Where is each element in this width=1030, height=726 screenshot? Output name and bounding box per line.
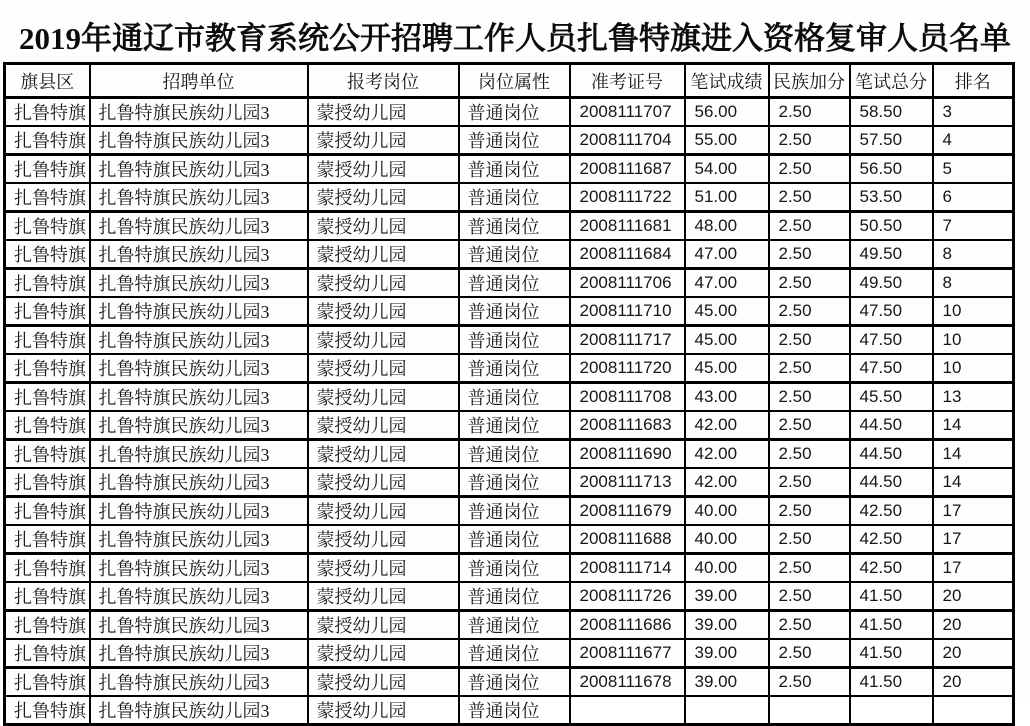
- cell: 44.50: [850, 411, 933, 440]
- cell: 扎鲁特旗: [5, 668, 90, 697]
- cell: 扎鲁特旗民族幼儿园3: [90, 468, 308, 497]
- cell: 普通岗位: [459, 183, 570, 212]
- cell: 扎鲁特旗: [5, 240, 90, 269]
- column-header: 笔试总分: [850, 64, 933, 98]
- table-row: [5, 354, 1014, 383]
- cell: 40.00: [685, 525, 769, 554]
- cell: 2008111722: [570, 183, 685, 212]
- cell: 39.00: [685, 639, 769, 668]
- cell: 45.00: [685, 326, 769, 355]
- cell: 扎鲁特旗民族幼儿园3: [90, 240, 308, 269]
- cell: 蒙授幼儿园: [308, 497, 459, 526]
- cell: 2.50: [769, 354, 850, 383]
- table-row: [5, 240, 1014, 269]
- table-body: [5, 98, 1014, 725]
- cell: 2008111706: [570, 269, 685, 298]
- cell: 扎鲁特旗民族幼儿园3: [90, 611, 308, 640]
- cell: 44.50: [850, 468, 933, 497]
- cell: 蒙授幼儿园: [308, 354, 459, 383]
- cell: 17: [933, 554, 1014, 583]
- cell: 43.00: [685, 383, 769, 412]
- cell: 10: [933, 297, 1014, 326]
- cell: 42.00: [685, 468, 769, 497]
- cell: 2008111707: [570, 98, 685, 127]
- cell: 2008111714: [570, 554, 685, 583]
- cell: 17: [933, 525, 1014, 554]
- cell: 扎鲁特旗: [5, 383, 90, 412]
- cell: 普通岗位: [459, 269, 570, 298]
- cell: 普通岗位: [459, 240, 570, 269]
- cell: 53.50: [850, 183, 933, 212]
- cell: 2008111720: [570, 354, 685, 383]
- table-row: [5, 468, 1014, 497]
- table-header-row: [5, 64, 1014, 98]
- table-row: [5, 525, 1014, 554]
- cell: 扎鲁特旗: [5, 269, 90, 298]
- cell: 2.50: [769, 155, 850, 184]
- cell: [933, 696, 1014, 725]
- cell: [570, 696, 685, 725]
- cell: 51.00: [685, 183, 769, 212]
- cell: 2008111679: [570, 497, 685, 526]
- page-title: 2019年通辽市教育系统公开招聘工作人员扎鲁特旗进入资格复审人员名单: [19, 21, 1011, 56]
- cell: 40.00: [685, 554, 769, 583]
- cell: 2.50: [769, 668, 850, 697]
- cell: 4: [933, 126, 1014, 155]
- cell: 45.50: [850, 383, 933, 412]
- cell: 蒙授幼儿园: [308, 269, 459, 298]
- column-header: 招聘单位: [90, 64, 308, 98]
- cell: 普通岗位: [459, 468, 570, 497]
- cell: 10: [933, 326, 1014, 355]
- cell: 39.00: [685, 582, 769, 611]
- cell: 42.00: [685, 440, 769, 469]
- cell: 普通岗位: [459, 126, 570, 155]
- cell: 49.50: [850, 240, 933, 269]
- cell: 39.00: [685, 668, 769, 697]
- table-row: [5, 554, 1014, 583]
- cell: 2.50: [769, 554, 850, 583]
- cell: 扎鲁特旗民族幼儿园3: [90, 98, 308, 127]
- cell: 蒙授幼儿园: [308, 554, 459, 583]
- table-row: [5, 269, 1014, 298]
- cell: [850, 696, 933, 725]
- cell: 扎鲁特旗: [5, 468, 90, 497]
- cell: 扎鲁特旗民族幼儿园3: [90, 525, 308, 554]
- table-row: [5, 297, 1014, 326]
- cell: 扎鲁特旗民族幼儿园3: [90, 440, 308, 469]
- cell: 蒙授幼儿园: [308, 440, 459, 469]
- cell: 8: [933, 240, 1014, 269]
- cell: 47.00: [685, 240, 769, 269]
- cell: 47.00: [685, 269, 769, 298]
- cell: 扎鲁特旗: [5, 155, 90, 184]
- cell: 48.00: [685, 212, 769, 241]
- cell: 普通岗位: [459, 582, 570, 611]
- table-row: [5, 383, 1014, 412]
- cell: 扎鲁特旗: [5, 554, 90, 583]
- cell: 蒙授幼儿园: [308, 411, 459, 440]
- cell: 扎鲁特旗民族幼儿园3: [90, 155, 308, 184]
- cell: 蒙授幼儿园: [308, 383, 459, 412]
- cell: 扎鲁特旗民族幼儿园3: [90, 696, 308, 725]
- cell: 14: [933, 411, 1014, 440]
- cell: 扎鲁特旗: [5, 326, 90, 355]
- cell: 2008111681: [570, 212, 685, 241]
- cell: 普通岗位: [459, 554, 570, 583]
- results-table: [3, 62, 1015, 726]
- cell: 扎鲁特旗民族幼儿园3: [90, 582, 308, 611]
- column-header: 岗位属性: [459, 64, 570, 98]
- cell: 14: [933, 440, 1014, 469]
- cell: 扎鲁特旗: [5, 411, 90, 440]
- cell: 扎鲁特旗: [5, 696, 90, 725]
- cell: 2.50: [769, 98, 850, 127]
- table-row: [5, 639, 1014, 668]
- cell: 普通岗位: [459, 411, 570, 440]
- cell: 普通岗位: [459, 155, 570, 184]
- cell: 2008111713: [570, 468, 685, 497]
- cell: 扎鲁特旗: [5, 611, 90, 640]
- cell: 2008111678: [570, 668, 685, 697]
- cell: 2.50: [769, 525, 850, 554]
- cell: 扎鲁特旗民族幼儿园3: [90, 668, 308, 697]
- cell: 普通岗位: [459, 497, 570, 526]
- cell: 2008111710: [570, 297, 685, 326]
- cell: 扎鲁特旗: [5, 639, 90, 668]
- table-row: [5, 98, 1014, 127]
- cell: 蒙授幼儿园: [308, 582, 459, 611]
- cell: 蒙授幼儿园: [308, 126, 459, 155]
- cell: 42.50: [850, 554, 933, 583]
- cell: 扎鲁特旗: [5, 525, 90, 554]
- cell: 普通岗位: [459, 696, 570, 725]
- cell: 2.50: [769, 212, 850, 241]
- cell: 47.50: [850, 354, 933, 383]
- cell: 17: [933, 497, 1014, 526]
- cell: 54.00: [685, 155, 769, 184]
- cell: 扎鲁特旗: [5, 98, 90, 127]
- cell: 2.50: [769, 383, 850, 412]
- cell: 扎鲁特旗民族幼儿园3: [90, 383, 308, 412]
- cell: 普通岗位: [459, 668, 570, 697]
- table-row: [5, 440, 1014, 469]
- cell: 5: [933, 155, 1014, 184]
- cell: 2008111684: [570, 240, 685, 269]
- cell: 扎鲁特旗民族幼儿园3: [90, 126, 308, 155]
- cell: 普通岗位: [459, 98, 570, 127]
- cell: 44.50: [850, 440, 933, 469]
- cell: 2.50: [769, 240, 850, 269]
- table-row-partial: [5, 696, 1014, 725]
- cell: 2008111717: [570, 326, 685, 355]
- cell: 普通岗位: [459, 611, 570, 640]
- cell: 2.50: [769, 440, 850, 469]
- cell: 13: [933, 383, 1014, 412]
- cell: 扎鲁特旗民族幼儿园3: [90, 326, 308, 355]
- cell: 2008111686: [570, 611, 685, 640]
- cell: 2.50: [769, 326, 850, 355]
- cell: 41.50: [850, 582, 933, 611]
- cell: 56.00: [685, 98, 769, 127]
- cell: 2.50: [769, 297, 850, 326]
- table-row: [5, 582, 1014, 611]
- cell: 2.50: [769, 269, 850, 298]
- cell: 20: [933, 582, 1014, 611]
- cell: 2008111677: [570, 639, 685, 668]
- cell: 扎鲁特旗: [5, 126, 90, 155]
- cell: 42.00: [685, 411, 769, 440]
- column-header: 排名: [933, 64, 1014, 98]
- cell: 2.50: [769, 497, 850, 526]
- cell: 7: [933, 212, 1014, 241]
- cell: 56.50: [850, 155, 933, 184]
- cell: 42.50: [850, 525, 933, 554]
- cell: 6: [933, 183, 1014, 212]
- cell: 2.50: [769, 582, 850, 611]
- table-row: [5, 212, 1014, 241]
- cell: 蒙授幼儿园: [308, 326, 459, 355]
- cell: 扎鲁特旗民族幼儿园3: [90, 269, 308, 298]
- cell: 58.50: [850, 98, 933, 127]
- cell: 20: [933, 668, 1014, 697]
- cell: [685, 696, 769, 725]
- cell: 2008111683: [570, 411, 685, 440]
- column-header: 笔试成绩: [685, 64, 769, 98]
- cell: 2008111687: [570, 155, 685, 184]
- column-header: 民族加分: [769, 64, 850, 98]
- cell: 蒙授幼儿园: [308, 668, 459, 697]
- cell: 扎鲁特旗民族幼儿园3: [90, 554, 308, 583]
- cell: 扎鲁特旗民族幼儿园3: [90, 639, 308, 668]
- cell: 57.50: [850, 126, 933, 155]
- cell: 14: [933, 468, 1014, 497]
- cell: 蒙授幼儿园: [308, 696, 459, 725]
- cell: 扎鲁特旗民族幼儿园3: [90, 297, 308, 326]
- table-row: [5, 411, 1014, 440]
- cell: 2.50: [769, 468, 850, 497]
- cell: 47.50: [850, 326, 933, 355]
- table-row: [5, 497, 1014, 526]
- cell: 2008111704: [570, 126, 685, 155]
- column-header: 旗县区: [5, 64, 90, 98]
- cell: 10: [933, 354, 1014, 383]
- cell: 扎鲁特旗: [5, 183, 90, 212]
- cell: 2.50: [769, 611, 850, 640]
- cell: 普通岗位: [459, 212, 570, 241]
- table-row: [5, 326, 1014, 355]
- cell: 蒙授幼儿园: [308, 212, 459, 241]
- cell: 扎鲁特旗民族幼儿园3: [90, 212, 308, 241]
- cell: 2.50: [769, 126, 850, 155]
- cell: 蒙授幼儿园: [308, 183, 459, 212]
- cell: 41.50: [850, 639, 933, 668]
- cell: 扎鲁特旗民族幼儿园3: [90, 497, 308, 526]
- cell: 20: [933, 611, 1014, 640]
- cell: 蒙授幼儿园: [308, 297, 459, 326]
- cell: 蒙授幼儿园: [308, 240, 459, 269]
- table-row: [5, 668, 1014, 697]
- cell: 蒙授幼儿园: [308, 98, 459, 127]
- table-row: [5, 611, 1014, 640]
- cell: 普通岗位: [459, 525, 570, 554]
- cell: 2008111690: [570, 440, 685, 469]
- cell: 普通岗位: [459, 383, 570, 412]
- cell: 2.50: [769, 183, 850, 212]
- cell: 2.50: [769, 411, 850, 440]
- cell: 45.00: [685, 297, 769, 326]
- cell: 蒙授幼儿园: [308, 155, 459, 184]
- cell: [769, 696, 850, 725]
- cell: 49.50: [850, 269, 933, 298]
- cell: 扎鲁特旗: [5, 440, 90, 469]
- cell: 41.50: [850, 668, 933, 697]
- cell: 普通岗位: [459, 440, 570, 469]
- cell: 47.50: [850, 297, 933, 326]
- cell: 2008111726: [570, 582, 685, 611]
- column-header: 准考证号: [570, 64, 685, 98]
- cell: 45.00: [685, 354, 769, 383]
- cell: 扎鲁特旗: [5, 297, 90, 326]
- cell: 3: [933, 98, 1014, 127]
- cell: 扎鲁特旗民族幼儿园3: [90, 183, 308, 212]
- cell: 普通岗位: [459, 639, 570, 668]
- cell: 蒙授幼儿园: [308, 525, 459, 554]
- table-row: [5, 183, 1014, 212]
- cell: 蒙授幼儿园: [308, 639, 459, 668]
- cell: 20: [933, 639, 1014, 668]
- cell: 40.00: [685, 497, 769, 526]
- cell: 39.00: [685, 611, 769, 640]
- cell: 2008111708: [570, 383, 685, 412]
- cell: 普通岗位: [459, 354, 570, 383]
- table-row: [5, 155, 1014, 184]
- cell: 50.50: [850, 212, 933, 241]
- cell: 扎鲁特旗: [5, 212, 90, 241]
- table-row: [5, 126, 1014, 155]
- cell: 42.50: [850, 497, 933, 526]
- cell: 2008111688: [570, 525, 685, 554]
- cell: 蒙授幼儿园: [308, 468, 459, 497]
- cell: 扎鲁特旗: [5, 582, 90, 611]
- cell: 2.50: [769, 639, 850, 668]
- cell: 普通岗位: [459, 297, 570, 326]
- cell: 41.50: [850, 611, 933, 640]
- cell: 扎鲁特旗: [5, 497, 90, 526]
- cell: 55.00: [685, 126, 769, 155]
- cell: 扎鲁特旗民族幼儿园3: [90, 411, 308, 440]
- cell: 蒙授幼儿园: [308, 611, 459, 640]
- cell: 扎鲁特旗民族幼儿园3: [90, 354, 308, 383]
- cell: 普通岗位: [459, 326, 570, 355]
- column-header: 报考岗位: [308, 64, 459, 98]
- cell: 8: [933, 269, 1014, 298]
- cell: 扎鲁特旗: [5, 354, 90, 383]
